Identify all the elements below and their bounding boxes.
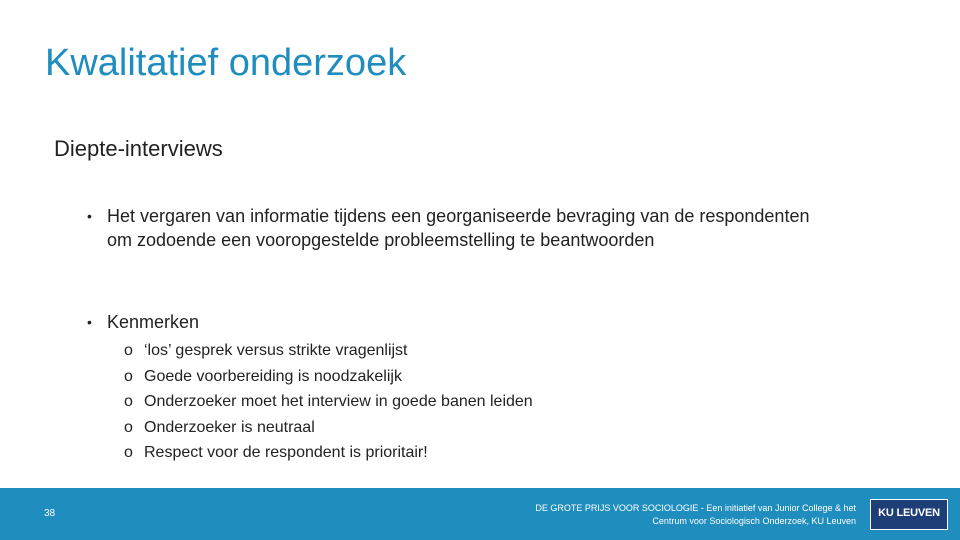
- bullet-text: Kenmerken: [107, 312, 200, 332]
- page-number: 38: [44, 508, 56, 519]
- sub-bullet-marker: o: [124, 367, 133, 385]
- slide-subtitle: Diepte-interviews: [54, 136, 223, 161]
- footer-credit-line: Centrum voor Sociologisch Onderzoek, KU Leuven: [652, 516, 856, 526]
- sub-bullet-marker: o: [124, 393, 133, 410]
- list-item-text: Onderzoeker moet het interview in goede banen leiden: [144, 393, 533, 410]
- bullet-marker: •: [87, 314, 92, 330]
- list-item-text: Goede voorbereiding is noodzakelijk: [144, 367, 402, 385]
- sub-bullet-marker: o: [124, 418, 133, 436]
- footer-credit: [535, 502, 856, 528]
- list-item-text: ‘los’ gesprek versus strikte vragenlijst: [144, 342, 408, 359]
- bullet-marker: •: [87, 208, 92, 224]
- footer-credit-line: DE GROTE PRIJS VOOR SOCIOLOGIE - Een initiatief van Junior College & het: [535, 503, 856, 513]
- footer-bar: [0, 488, 960, 540]
- sub-bullet-marker: o: [124, 342, 133, 359]
- slide-title: Kwalitatief onderzoek: [45, 42, 407, 84]
- list-item-text: Onderzoeker is neutraal: [144, 418, 315, 436]
- list-item-text: Respect voor de respondent is prioritair!: [144, 444, 428, 461]
- bullet-text: Het vergaren van informatie tijdens een georganiseerde bevraging van de respondenten om zodoende een vooropgestelde probleemstelling te beantwoorden: [107, 206, 810, 250]
- sub-bullet-marker: o: [124, 444, 133, 461]
- ku-leuven-logo: KU LEUVEN: [870, 499, 948, 530]
